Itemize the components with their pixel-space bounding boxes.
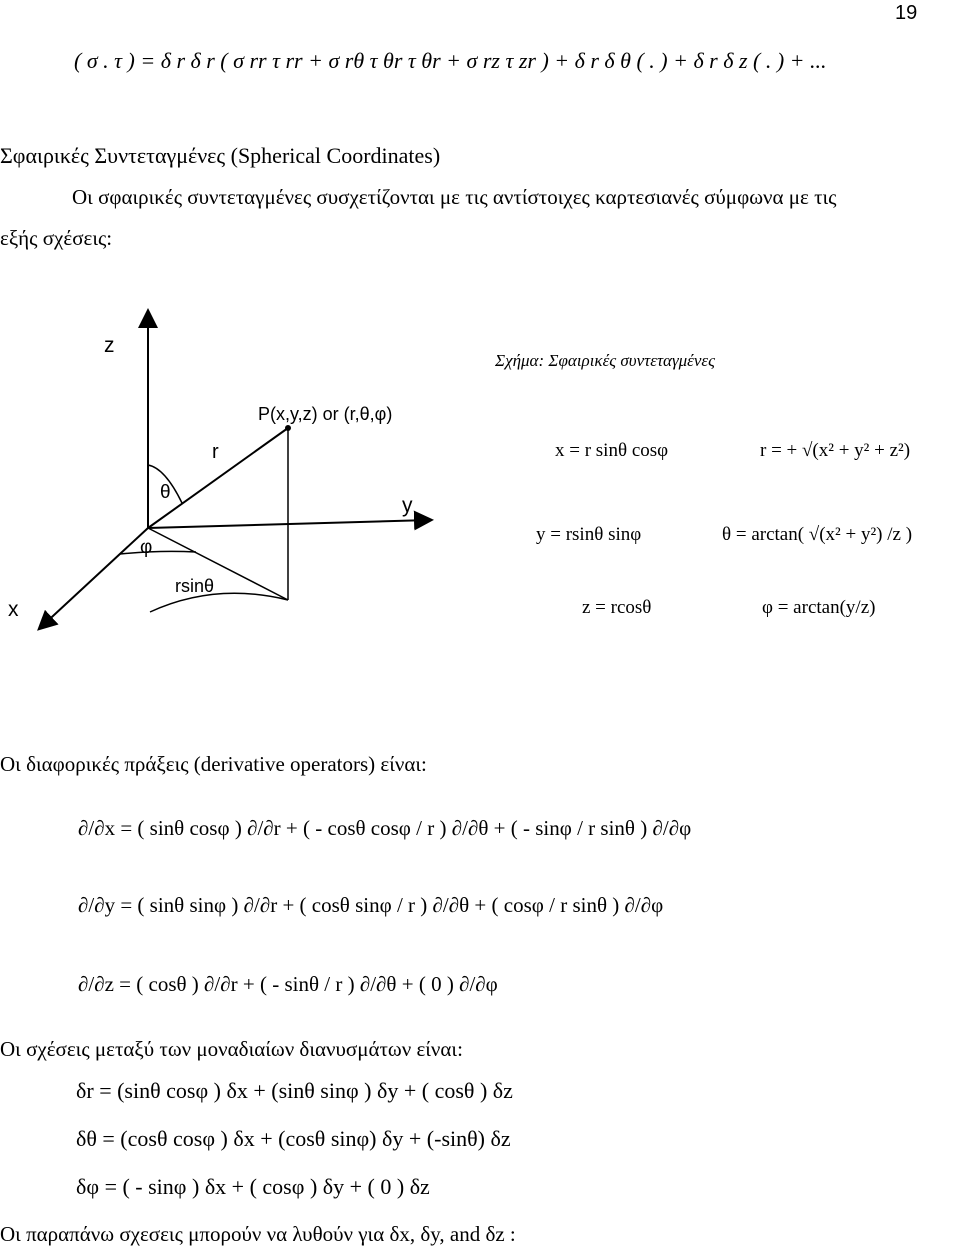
point-p (285, 425, 291, 431)
intro-line-2: εξής σχέσεις: (0, 226, 113, 250)
derivatives-intro: Οι διαφορικές πράξεις (derivative operators) είναι: (0, 752, 427, 776)
label-rsin: rsinθ (175, 576, 215, 596)
label-y: y (402, 494, 413, 517)
y-axis (148, 520, 430, 528)
label-z: z (104, 334, 115, 357)
intro-line-1: Οι σφαιρικές συντεταγμένες συσχετίζονται με τις αντίστοιχες καρτεσιανές σύμφωνα με τις (72, 185, 837, 209)
phi-arc (120, 551, 196, 554)
xy-projection (148, 528, 288, 600)
top-equation (74, 48, 827, 74)
formula-y: y = rsinθ sinφ (536, 524, 642, 545)
unit-vector-phi: δφ = ( - sinφ ) δx + ( cosφ ) δy + ( 0 ) δz (76, 1174, 430, 1199)
formula-x: x = r sinθ cosφ (555, 440, 669, 461)
figure-caption: Σχήμα: Σφαιρικές συντεταγμένες (495, 351, 716, 370)
label-theta: θ (160, 482, 171, 503)
formula-z: z = rcosθ (582, 597, 652, 618)
unit-vector-theta: δθ = (cosθ cosφ ) δx + (cosθ sinφ) δy + (-sinθ) δz (76, 1126, 511, 1151)
page-number: 19 (895, 2, 918, 24)
formula-theta: θ = arctan( √(x² + y²) /z ) (722, 524, 913, 545)
label-phi: φ (140, 537, 153, 558)
formula-phi: φ = arctan(y/z) (762, 597, 876, 618)
label-point: P(x,y,z) or (r,θ,φ) (258, 404, 393, 424)
section-heading: Σφαιρικές Συντεταγμένες (Spherical Coordinates) (0, 143, 441, 168)
derivative-x: ∂/∂x = ( sinθ cosφ ) ∂/∂r + ( - cosθ cosφ / r ) ∂/∂θ + ( - sinφ / r sinθ ) ∂/∂φ (78, 816, 692, 840)
derivative-y: ∂/∂y = ( sinθ sinφ ) ∂/∂r + ( cosθ sinφ / r ) ∂/∂θ + ( cosφ / r sinθ ) ∂/∂φ (78, 893, 664, 917)
unit-vector-r: δr = (sinθ cosφ ) δx + (sinθ sinφ ) δy + ( cosθ ) δz (76, 1078, 513, 1103)
closing-line: Οι παραπάνω σχεσεις μπορούν να λυθούν για δx, δy, and δz : (0, 1222, 516, 1246)
label-x: x (8, 598, 19, 621)
unit-vectors-intro: Οι σχέσεις μεταξύ των μοναδιαίων διανυσμάτων είναι: (0, 1037, 463, 1061)
rsin-bracket (150, 593, 288, 612)
derivative-z: ∂/∂z = ( cosθ ) ∂/∂r + ( - sinθ / r ) ∂/∂θ + ( 0 ) ∂/∂φ (78, 972, 498, 996)
label-r: r (212, 441, 219, 463)
x-axis (40, 528, 148, 628)
top-equation-text: ( σ . τ ) = δ r δ r ( σ rr τ rr + σ rθ τ θr τ θr + σ rz τ zr ) + δ r δ θ ( . ) + δ r δ z ( . ) + ... (74, 48, 827, 73)
spherical-coordinates-figure (0, 300, 460, 640)
formula-r: r = + √(x² + y² + z²) (760, 440, 911, 461)
